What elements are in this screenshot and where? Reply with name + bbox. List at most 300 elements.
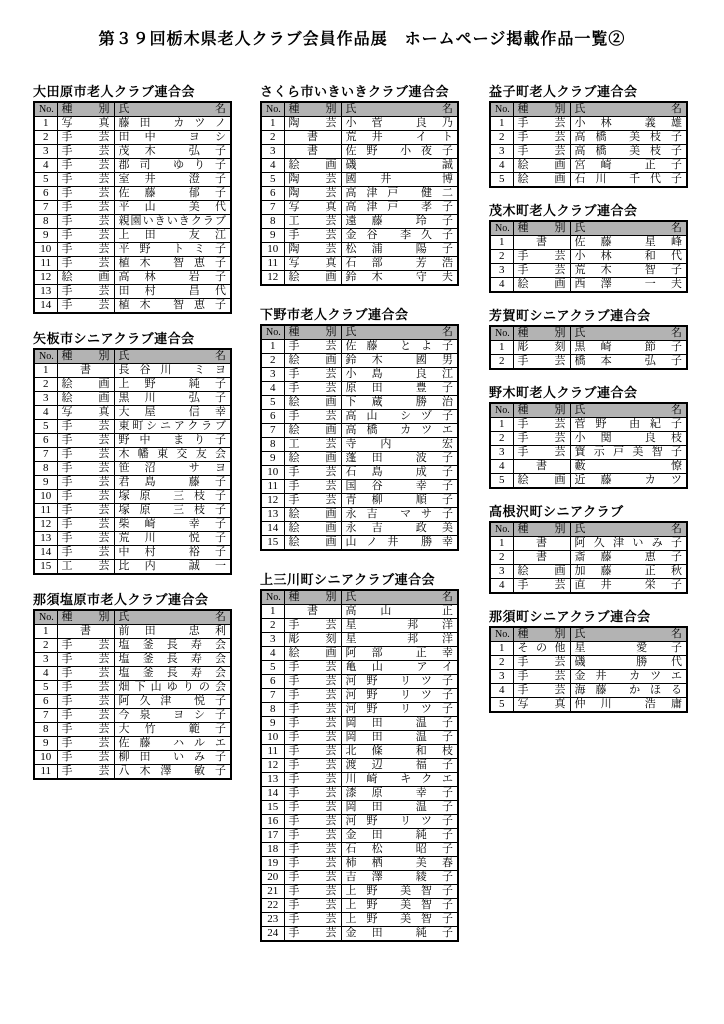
entry-name: 塩釜長寿会 [114,653,231,667]
entry-name: 渡辺 福子 [341,759,458,773]
table-row [34,490,231,504]
entry-name: 高津戸 健二 [341,187,458,201]
entry-name: 河野 リツ子 [341,675,458,689]
entry-name: 遠藤 玲子 [341,215,458,229]
entry-kind: 手芸 [57,257,114,271]
row-number: 22 [261,899,284,913]
row-number: 5 [490,173,513,188]
entry-kind: 絵画 [57,392,114,406]
table-row [34,518,231,532]
entry-kind: 写真 [284,257,341,271]
entry-name: 川崎 キクエ [341,773,458,787]
row-number: 11 [34,257,57,271]
entry-name: 鈴木 守夫 [341,271,458,286]
entry-kind: 手芸 [284,745,341,759]
row-number: 12 [261,271,284,286]
row-number: 4 [261,382,284,396]
entry-kind: 書 [513,460,570,474]
entry-name: 比内 誠一 [114,560,231,575]
table-row [34,215,231,229]
entry-kind: 手芸 [284,871,341,885]
club-table-group [260,84,459,286]
table-row [261,382,458,396]
club-table [489,325,688,370]
table-row [261,466,458,480]
row-number: 13 [261,508,284,522]
entry-name: 金谷 李久子 [341,229,458,243]
entry-name: 上田 友江 [114,229,231,243]
row-number: 1 [490,537,513,551]
row-number: 13 [34,532,57,546]
entry-kind: 手芸 [284,368,341,382]
header-kind: 種別 [57,349,114,364]
table-row [490,684,687,698]
entry-kind: その他 [513,642,570,656]
row-number: 4 [490,684,513,698]
header-kind: 種別 [284,102,341,117]
entry-kind: 手芸 [284,494,341,508]
row-number: 4 [261,647,284,661]
table-row [261,159,458,173]
row-number: 10 [261,243,284,257]
table-row [490,656,687,670]
entry-kind: 手芸 [284,661,341,675]
row-number: 8 [261,703,284,717]
row-number: 9 [261,452,284,466]
header-no: No. [490,102,513,117]
entry-name: 小島 良江 [341,368,458,382]
table-row [490,117,687,131]
row-number: 8 [34,462,57,476]
entry-kind: 手芸 [284,619,341,633]
header-name: 氏名 [570,221,687,236]
entry-kind: 絵画 [284,647,341,661]
entry-name: 国谷 幸子 [341,480,458,494]
row-number: 3 [34,653,57,667]
table-row [490,446,687,460]
table-header-row [490,326,687,341]
row-number: 8 [34,215,57,229]
row-number: 2 [490,355,513,370]
entry-kind: 手芸 [284,801,341,815]
entry-name: 八木澤 敏子 [114,765,231,780]
entry-name: 原田 豊子 [341,382,458,396]
entry-name: 山ノ井 勝幸 [341,536,458,551]
club-table-title: 下野市老人クラブ連合会 [260,307,409,322]
entry-kind: 彫刻 [284,633,341,647]
entry-name: 松浦 陽子 [341,243,458,257]
entry-kind: 手芸 [284,759,341,773]
entry-name: 河野 リツ子 [341,703,458,717]
table-row [261,619,458,633]
row-number: 3 [34,392,57,406]
entry-name: 大竹 範子 [114,723,231,737]
entry-kind: 手芸 [284,857,341,871]
entry-kind: 書 [57,625,114,639]
entry-kind: 書 [513,537,570,551]
row-number: 1 [34,117,57,131]
table-row [261,452,458,466]
club-table [33,609,232,780]
entry-kind: 手芸 [513,684,570,698]
table-header-row [490,102,687,117]
row-number: 12 [261,759,284,773]
entry-name: 植木 智恵子 [114,299,231,314]
header-name: 氏名 [114,102,231,117]
row-number: 11 [261,257,284,271]
table-row [34,546,231,560]
row-number: 3 [261,145,284,159]
entry-name: 永吉 政美 [341,522,458,536]
table-column-1 [33,84,232,780]
entry-kind: 手芸 [284,899,341,913]
row-number: 3 [261,368,284,382]
club-table-group [489,203,688,293]
entry-kind: 手芸 [57,145,114,159]
entry-name: 國井 博 [341,173,458,187]
entry-kind: 手芸 [513,656,570,670]
row-number: 19 [261,857,284,871]
entry-name: 上野 純子 [114,378,231,392]
entry-kind: 絵画 [284,452,341,466]
row-number: 7 [34,201,57,215]
row-number: 8 [261,438,284,452]
entry-kind: 絵画 [513,159,570,173]
entry-kind: 絵画 [284,424,341,438]
table-row [261,145,458,159]
club-table-group [33,331,232,575]
table-row [261,801,458,815]
row-number: 11 [261,745,284,759]
row-number: 11 [34,765,57,780]
table-row [34,625,231,639]
row-number: 13 [34,285,57,299]
entry-kind: 絵画 [513,173,570,188]
row-number: 3 [490,446,513,460]
row-number: 15 [34,560,57,575]
row-number: 5 [34,681,57,695]
table-row [261,647,458,661]
header-kind: 種別 [513,627,570,642]
entry-kind: 手芸 [57,681,114,695]
table-row [490,355,687,370]
club-table [489,101,688,188]
row-number: 15 [261,536,284,551]
entry-name: 佐藤 ハルエ [114,737,231,751]
table-row [34,229,231,243]
club-table-title: 益子町老人クラブ連合会 [489,84,638,99]
row-number: 14 [34,546,57,560]
table-row [34,476,231,490]
entry-kind: 手芸 [57,420,114,434]
entry-name: 蓬田 波子 [341,452,458,466]
table-row [261,396,458,410]
row-number: 1 [34,625,57,639]
table-row [490,565,687,579]
row-number: 10 [261,731,284,745]
club-table-title: 大田原市老人クラブ連合会 [33,84,196,99]
row-number: 3 [34,145,57,159]
row-number: 6 [34,695,57,709]
entry-kind: 工芸 [284,215,341,229]
entry-kind: 陶芸 [284,117,341,131]
header-no: No. [34,349,57,364]
table-row [261,773,458,787]
table-row [261,717,458,731]
row-number: 6 [34,187,57,201]
entry-name: 岡田 温子 [341,801,458,815]
entry-name: 寺内 宏 [341,438,458,452]
row-number: 5 [490,474,513,489]
table-row [34,462,231,476]
table-row [261,368,458,382]
entry-kind: 絵画 [284,159,341,173]
entry-kind: 手芸 [57,737,114,751]
row-number: 7 [34,709,57,723]
row-number: 12 [34,518,57,532]
table-row [490,460,687,474]
entry-name: 小関 良枝 [570,432,687,446]
table-row [34,723,231,737]
table-row [261,899,458,913]
header-kind: 種別 [513,522,570,537]
entry-name: 高山 シヅ子 [341,410,458,424]
entry-name: 小林 義雄 [570,117,687,131]
table-row [34,434,231,448]
table-row [261,187,458,201]
table-row [261,424,458,438]
entry-kind: 写真 [57,406,114,420]
entry-name: 菅野 由紀子 [570,418,687,432]
table-row [490,264,687,278]
row-number: 4 [34,667,57,681]
club-table-title: さくら市いきいきクラブ連合会 [260,84,450,99]
row-number: 5 [261,661,284,675]
entry-kind: 手芸 [513,418,570,432]
table-row [34,709,231,723]
row-number: 11 [261,480,284,494]
row-number: 21 [261,885,284,899]
header-name: 氏名 [114,610,231,625]
header-no: No. [490,627,513,642]
header-no: No. [261,590,284,605]
club-table-group [489,385,688,489]
table-row [261,271,458,286]
table-row [261,689,458,703]
table-row [490,432,687,446]
entry-name: 橋本 弘子 [570,355,687,370]
table-row [261,857,458,871]
header-kind: 種別 [57,610,114,625]
row-number: 4 [490,159,513,173]
table-header-row [261,590,458,605]
entry-kind: 手芸 [57,434,114,448]
header-name: 氏名 [341,590,458,605]
table-header-row [34,610,231,625]
table-row [34,420,231,434]
row-number: 9 [34,476,57,490]
entry-name: 長谷川 ミヨ [114,364,231,378]
entry-name: 石島 成子 [341,466,458,480]
entry-kind: 絵画 [513,474,570,489]
table-row [490,250,687,264]
entry-name: 佐野 小夜子 [341,145,458,159]
entry-kind: 絵画 [57,271,114,285]
row-number: 15 [261,801,284,815]
entry-name: 前田 忠利 [114,625,231,639]
entry-kind: 手芸 [57,159,114,173]
table-row [261,229,458,243]
entry-name: 塚原 三枝子 [114,490,231,504]
row-number: 3 [490,565,513,579]
entry-kind: 手芸 [284,340,341,354]
header-name: 氏名 [570,522,687,537]
entry-kind: 手芸 [57,173,114,187]
entry-name: 下蔵 勝治 [341,396,458,410]
entry-kind: 手芸 [57,448,114,462]
table-row [34,145,231,159]
table-row [261,703,458,717]
row-number: 2 [490,656,513,670]
entry-name: 高橋 美枝子 [570,131,687,145]
table-row [261,787,458,801]
row-number: 7 [34,448,57,462]
entry-name: 佐藤 とよ子 [341,340,458,354]
row-number: 23 [261,913,284,927]
row-number: 16 [261,815,284,829]
club-table [489,402,688,489]
row-number: 10 [34,243,57,257]
entry-name: 上野 美智子 [341,899,458,913]
table-row [261,257,458,271]
entry-name: 平山 美代 [114,201,231,215]
entry-kind: 手芸 [513,446,570,460]
table-row [34,765,231,780]
entry-kind: 工芸 [57,560,114,575]
entry-name: 岡田 温子 [341,717,458,731]
entry-kind: 手芸 [284,689,341,703]
entry-kind: 手芸 [284,382,341,396]
entry-name: 藪 憭 [570,460,687,474]
table-row [261,843,458,857]
entry-name: 高林 岩子 [114,271,231,285]
entry-name: 中村 裕子 [114,546,231,560]
header-no: No. [490,403,513,418]
entry-kind: 手芸 [284,829,341,843]
table-row [34,448,231,462]
table-row [490,341,687,355]
table-row [34,173,231,187]
table-row [490,642,687,656]
entry-name: 鈴木 國男 [341,354,458,368]
header-kind: 種別 [284,590,341,605]
table-row [261,243,458,257]
row-number: 1 [34,364,57,378]
club-table [260,101,459,286]
entry-kind: 手芸 [513,117,570,131]
table-row [34,392,231,406]
entry-name: 阿久津いみ子 [570,537,687,551]
row-number: 4 [34,159,57,173]
row-number: 9 [34,229,57,243]
entry-name: 海藤 かほる [570,684,687,698]
row-number: 2 [490,250,513,264]
club-table-title: 那須町シニアクラブ連合会 [489,609,651,624]
row-number: 4 [490,278,513,293]
table-row [261,759,458,773]
row-number: 9 [261,717,284,731]
row-number: 2 [490,131,513,145]
row-number: 6 [34,434,57,448]
entry-name: 石松 昭子 [341,843,458,857]
club-table-title: 芳賀町シニアクラブ連合会 [489,308,651,323]
table-row [261,131,458,145]
row-number: 12 [34,271,57,285]
entry-kind: 手芸 [284,787,341,801]
row-number: 4 [490,460,513,474]
header-no: No. [261,102,284,117]
table-row [34,737,231,751]
entry-name: 石川 千代子 [570,173,687,188]
entry-kind: 手芸 [57,201,114,215]
entry-name: 柴崎 幸子 [114,518,231,532]
entry-name: 田中 ヨシ [114,131,231,145]
entry-name: 佐藤 星峰 [570,236,687,250]
entry-name: 塚原 三枝子 [114,504,231,518]
table-row [261,815,458,829]
entry-kind: 絵画 [284,536,341,551]
entry-name: 黒崎 節子 [570,341,687,355]
table-row [490,418,687,432]
entry-kind: 手芸 [57,518,114,532]
entry-kind: 手芸 [57,695,114,709]
row-number: 6 [261,675,284,689]
entry-kind: 絵画 [284,271,341,286]
table-header-row [490,627,687,642]
table-row [34,201,231,215]
table-row [261,913,458,927]
entry-name: 河野 リツ子 [341,689,458,703]
entry-kind: 手芸 [57,187,114,201]
entry-kind: 手芸 [57,751,114,765]
entry-kind: 手芸 [284,731,341,745]
entry-kind: 書 [284,145,341,159]
entry-name: 荒木 智子 [570,264,687,278]
entry-kind: 手芸 [513,250,570,264]
entry-kind: 絵画 [284,508,341,522]
header-kind: 種別 [513,326,570,341]
entry-kind: 手芸 [57,653,114,667]
entry-name: 田村 昌代 [114,285,231,299]
entry-kind: 手芸 [513,264,570,278]
entry-name: 星 邦洋 [341,619,458,633]
entry-kind: 手芸 [284,773,341,787]
table-row [261,480,458,494]
row-number: 20 [261,871,284,885]
table-row [34,751,231,765]
entry-kind: 陶芸 [284,243,341,257]
entry-kind: 手芸 [513,131,570,145]
entry-name: 金井 カツエ [570,670,687,684]
entry-name: 黒川 弘子 [114,392,231,406]
entry-name: 漆原 幸子 [341,787,458,801]
table-row [34,364,231,378]
row-number: 8 [34,723,57,737]
table-header-row [490,522,687,537]
table-row [34,271,231,285]
entry-name: 塩釜長寿会 [114,639,231,653]
header-no: No. [490,522,513,537]
